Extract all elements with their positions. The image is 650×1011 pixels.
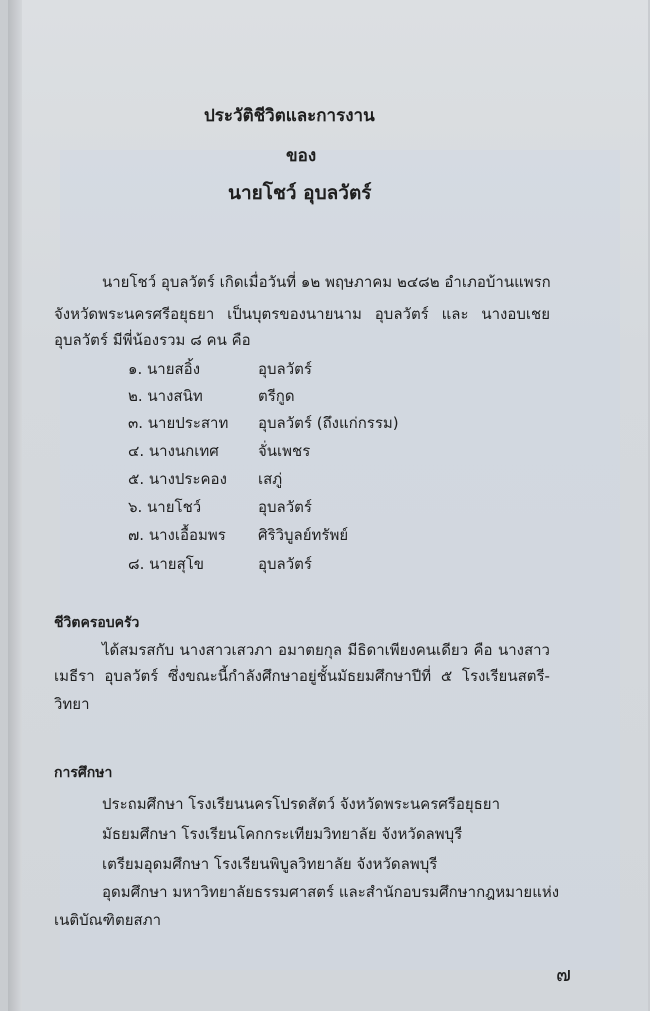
family-word: ซึ่งขณะนี้กำลังศึกษาอยู่ชั้นมัธยมศึกษาปีที่ [167,667,432,685]
page-number: ๗ [556,962,572,986]
education-line-2: มัธยมศึกษา โรงเรียนโคกกระเทียมวิทยาลัย จังหวัดลพบุรี [102,825,463,843]
sibling-name: ๒. นางสนิท [128,387,203,405]
intro-line-1: นายโชว์ อุบลวัตร์ เกิดเมื่อวันที่ ๑๒ พฤษภาคม ๒๔๘๒ อำเภอบ้านแพรก [102,273,551,291]
sibling-name: ๕. นางประคอง [128,470,227,488]
family-word: ได้สมรสกับ [102,641,175,659]
education-line-5: เนติบัณฑิตยสภา [54,911,162,929]
sibling-surname: ตรีกูด [258,387,295,405]
family-line-1 [102,638,550,662]
family-word: นางสาว [497,641,550,659]
intro-word: จังหวัดพระนครศรีอยุธยา [54,305,215,323]
sibling-surname: ศิริวิบูลย์ทรัพย์ [258,526,349,544]
sibling-name: ๓. นายประสาท [128,414,229,432]
family-word: อมาตยกุล [277,641,343,659]
education-line-4: อุดมศึกษา มหาวิทยาลัยธรรมศาสตร์ และสำนักอบรมศึกษากฎหมายแห่ง [102,883,560,901]
sibling-name: ๖. นายโชว์ [128,498,202,516]
family-word: ๕ [440,667,453,685]
education-line-1: ประถมศึกษา โรงเรียนนครโปรดสัตว์ จังหวัดพระนครศรีอยุธยา [102,795,501,813]
family-word: นางสาวเสวภา [179,641,273,659]
sibling-surname: อุบลวัตร์ [258,360,312,378]
sibling-name: ๑. นายสอิ้ง [128,360,201,378]
sibling-surname: อุบลวัตร์ [258,498,312,516]
family-word: อุบลวัตร์ [104,667,159,685]
family-word: โรงเรียนสตรี- [461,667,550,685]
education-line-3: เตรียมอุดมศึกษา โรงเรียนพิบูลวิทยาลัย จังหวัดลพบุรี [102,855,438,873]
intro-line-2 [54,302,550,326]
education-heading: การศึกษา [54,765,113,781]
sibling-surname: อุบลวัตร์ (ถึงแก่กรรม) [258,414,399,432]
sibling-name: ๘. นายสุโข [128,555,205,573]
sibling-surname: จั่นเพชร [258,442,311,460]
sibling-surname: อุบลวัตร์ [258,555,312,573]
family-word: คือ [473,641,493,659]
intro-line-3: อุบลวัตร์ มีพี่น้องรวม ๘ คน คือ [54,331,251,349]
intro-word: นางอบเชย [481,305,550,323]
intro-word: และ [441,305,469,323]
intro-word: เป็นบุตรของนายนาม [227,305,362,323]
sibling-name: ๔. นางนกเทศ [128,442,219,460]
family-heading: ชีวิตครอบครัว [54,615,140,631]
book-page [8,0,648,1011]
family-word: มีธิดาเพียงคนเดียว [347,641,469,659]
title-line-2: ของ [286,146,317,166]
family-line-3: วิทยา [54,695,90,713]
intro-word: อุบลวัตร์ [374,305,429,323]
title-line-1: ประวัติชีวิตและการงาน [204,106,375,126]
family-line-2 [54,664,550,688]
sibling-name: ๗. นางเอื้อมพร [128,526,226,544]
sibling-surname: เสภู่ [258,470,283,488]
family-word: เมธีรา [54,667,95,685]
title-line-3: นายโชว์ อุบลวัตร์ [228,182,372,204]
